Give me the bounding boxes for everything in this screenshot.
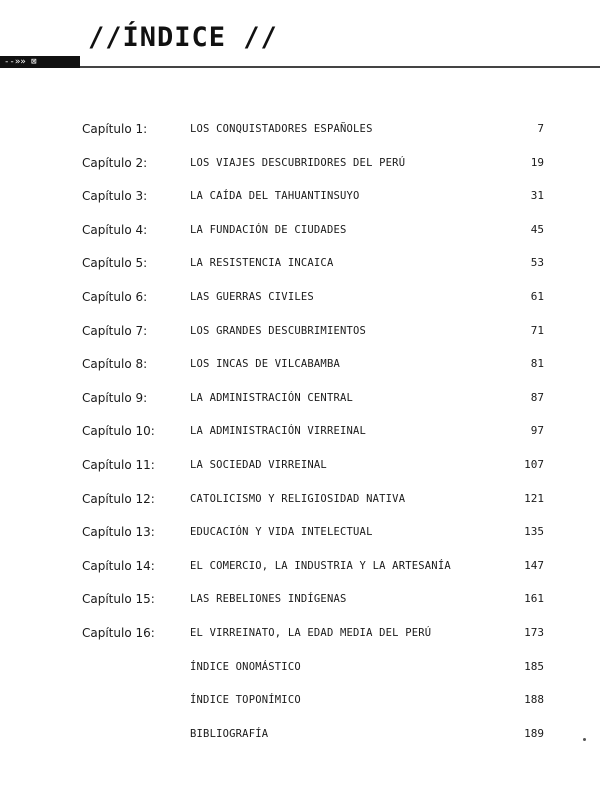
toc-chapter-title: LA SOCIEDAD VIRREINAL	[190, 459, 327, 471]
toc-page-number: 173	[524, 626, 544, 639]
toc-entry	[0, 492, 600, 512]
toc-entry	[0, 324, 600, 344]
toc-page-number: 107	[524, 458, 544, 471]
toc-chapter-label: Capítulo 15:	[82, 592, 155, 607]
toc-page-number: 185	[524, 659, 544, 673]
toc-chapter-label: Capítulo 14:	[82, 558, 155, 573]
toc-entry	[0, 727, 600, 747]
toc-entry	[0, 693, 600, 713]
toc-page-number: 147	[524, 558, 544, 572]
toc-chapter-label: Capítulo 3:	[82, 189, 148, 204]
print-speck	[583, 738, 586, 741]
toc-chapter-label: Capítulo 12:	[82, 491, 155, 506]
toc-page-number: 121	[524, 491, 544, 505]
toc-chapter-title: LA ADMINISTRACIÓN CENTRAL	[190, 391, 354, 404]
toc-entry	[0, 122, 600, 142]
toc-chapter-title: BIBLIOGRAFÍA	[190, 727, 269, 740]
toc-page-number: 53	[530, 256, 544, 270]
toc-chapter-title: LAS GUERRAS CIVILES	[190, 291, 314, 303]
toc-entry	[0, 391, 600, 411]
toc-chapter-label: Capítulo 6:	[82, 290, 148, 304]
toc-entry	[0, 626, 600, 646]
toc-chapter-title: LA RESISTENCIA INCAICA	[190, 257, 334, 270]
toc-chapter-title: LA FUNDACIÓN DE CIUDADES	[190, 223, 347, 236]
header-tab	[0, 56, 80, 68]
toc-chapter-label: Capítulo 1:	[82, 122, 148, 136]
toc-chapter-label: Capítulo 9:	[82, 390, 148, 405]
arrow-box-icon: --»» ⊠	[4, 57, 37, 67]
toc-entry	[0, 525, 600, 545]
toc-page-number: 71	[530, 323, 544, 337]
toc-chapter-label: Capítulo 8:	[82, 357, 148, 372]
toc-page-number: 135	[524, 525, 544, 539]
toc-page-number: 87	[530, 390, 544, 404]
toc-chapter-label: Capítulo 16:	[82, 626, 155, 640]
toc-chapter-title: LOS INCAS DE VILCABAMBA	[190, 358, 340, 371]
toc-entry	[0, 592, 600, 612]
toc-entry	[0, 290, 600, 310]
toc-page-number: 161	[524, 592, 544, 606]
toc-chapter-title: LOS CONQUISTADORES ESPAÑOLES	[190, 123, 373, 135]
toc-page-number: 19	[530, 155, 544, 169]
toc-chapter-title: EDUCACIÓN Y VIDA INTELECTUAL	[190, 526, 373, 539]
toc-chapter-label: Capítulo 11:	[82, 458, 155, 472]
page-title: //ÍNDICE //	[88, 22, 278, 53]
toc-entry	[0, 256, 600, 276]
toc-entry	[0, 357, 600, 377]
toc-entry	[0, 223, 600, 243]
toc-chapter-title: LOS VIAJES DESCUBRIDORES DEL PERÚ	[190, 156, 406, 169]
toc-entry	[0, 559, 600, 579]
toc-chapter-title: LOS GRANDES DESCUBRIMIENTOS	[190, 324, 367, 337]
toc-chapter-title: ÍNDICE ONOMÁSTICO	[190, 660, 301, 673]
toc-page-number: 97	[530, 424, 544, 438]
toc-entry	[0, 156, 600, 176]
toc-chapter-title: CATOLICISMO Y RELIGIOSIDAD NATIVA	[190, 492, 406, 505]
toc-chapter-label: Capítulo 4:	[82, 222, 148, 237]
toc-chapter-label: Capítulo 5:	[82, 256, 148, 271]
toc-chapter-title: LA ADMINISTRACIÓN VIRREINAL	[190, 425, 367, 438]
toc-chapter-label: Capítulo 10:	[82, 424, 155, 439]
toc-chapter-title: EL COMERCIO, LA INDUSTRIA Y LA ARTESANÍA	[190, 559, 451, 572]
toc-page-number: 7	[537, 122, 544, 135]
toc-page-number: 45	[530, 222, 544, 236]
toc-entry	[0, 424, 600, 444]
toc-chapter-label: Capítulo 13:	[82, 525, 155, 540]
toc-chapter-label: Capítulo 2:	[82, 155, 148, 170]
toc-chapter-title: ÍNDICE TOPONÍMICO	[190, 694, 301, 707]
header-rule	[0, 66, 600, 68]
toc-entry	[0, 660, 600, 680]
toc-chapter-label: Capítulo 7:	[82, 323, 148, 338]
toc-entry	[0, 189, 600, 209]
toc-entry	[0, 458, 600, 478]
toc-page-number: 81	[530, 357, 544, 371]
toc-chapter-title: LA CAÍDA DEL TAHUANTINSUYO	[190, 190, 360, 203]
toc-chapter-title: EL VIRREINATO, LA EDAD MEDIA DEL PERÚ	[190, 627, 432, 639]
toc-page-number: 31	[530, 189, 544, 203]
toc-page-number: 188	[524, 693, 544, 707]
toc-page-number: 189	[524, 726, 544, 740]
toc-page-number: 61	[530, 290, 544, 303]
toc-chapter-title: LAS REBELIONES INDÍGENAS	[190, 593, 347, 606]
